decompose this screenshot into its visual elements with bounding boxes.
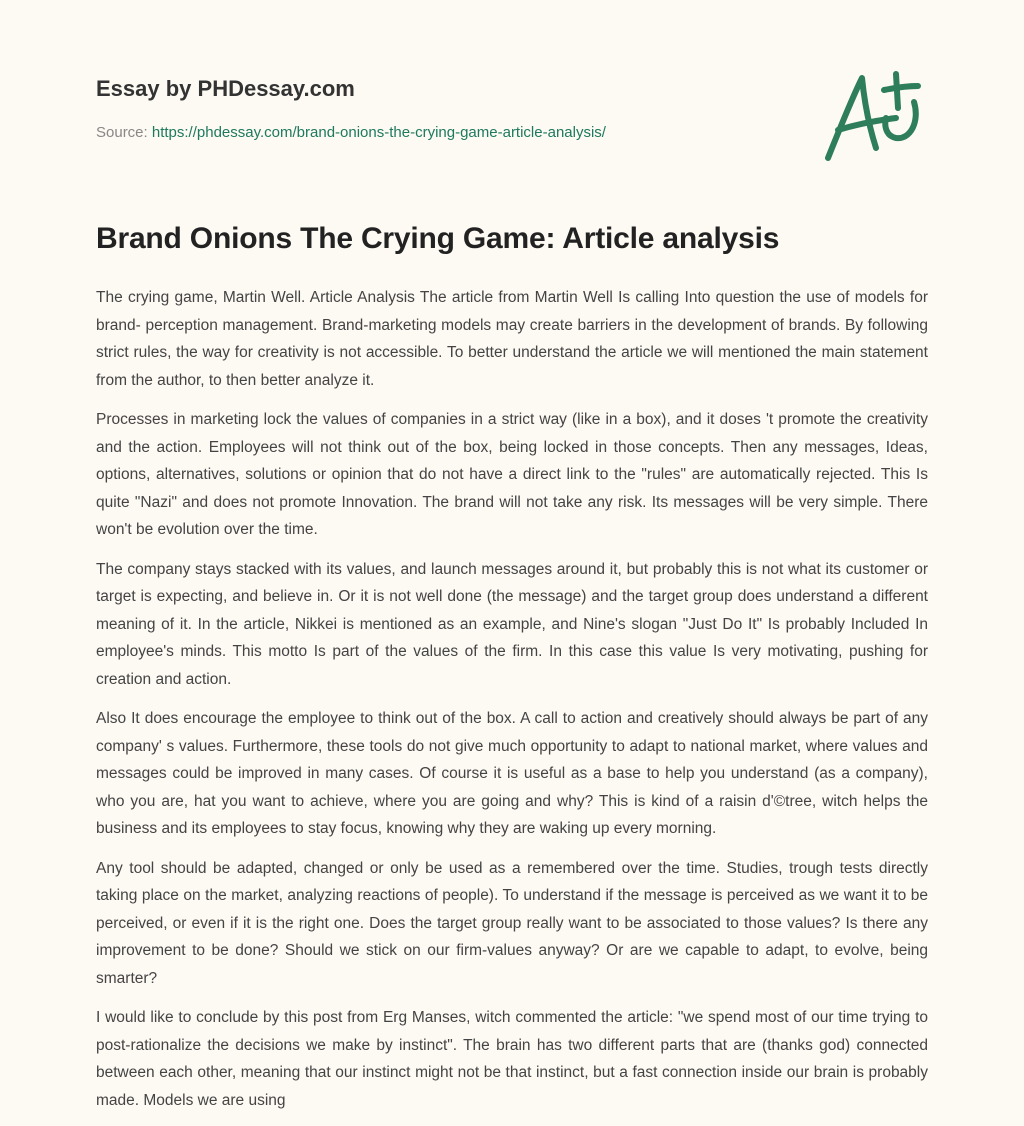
a-plus-logo-icon: [818, 68, 928, 168]
site-brand: Essay by PHDessay.com: [96, 76, 355, 101]
source-line: [96, 124, 606, 141]
source-label: Source:: [96, 124, 148, 141]
paragraph: Also It does encourage the employee to think out of the box. A call to action and creatively should always be part of any company' s values. Furthermore, these tools do not give much opportunity to adapt to national market, where values and messages could be improved in many cases. Of course it is useful as a base to help you understand (as a company), who you are, hat you want to achieve, where you are going and why? This is kind of a raisin d'©tree, witch helps the business and its employees to stay focus, knowing why they are waking up every morning.: [96, 710, 928, 837]
header: [0, 0, 1024, 190]
paragraph: The company stays stacked with its values, and launch messages around it, but probably this is not what its customer or target is expecting, and believe in. Or it is not well done (the message) and the target group does understand a different meaning of it. In the article, Nikkei is mentioned as an example, and Nine's slogan "Just Do It" Is probably Included In employee's minds. This motto Is part of the values of the firm. In this case this value Is very motivating, pushing for creation and action.: [96, 560, 928, 688]
paragraph: The crying game, Martin Well. Article Analysis The article from Martin Well Is calling Into question the use of models for brand- perception management. Brand-marketing models may create barriers in the development of brands. By following strict rules, the way for creativity is not accessible. To better understand the article we will mentioned the main statement from the author, to then better analyze it.: [96, 289, 928, 389]
article-title: Brand Onions The Crying Game: Article analysis: [96, 222, 780, 255]
paragraph: Any tool should be adapted, changed or only be used as a remembered over the time. Studies, trough tests directly taking place on the market, analyzing reactions of people). To understand if the message is perceived as we want it to be perceived, or even if it is the right one. Does the target group really want to be associated to those values? Is there any improvement to be done? Should we stick on our firm-values anyway? Or are we capable to adapt, to evolve, being smarter?: [96, 859, 928, 987]
source-link[interactable]: https://phdessay.com/brand-onions-the-crying-game-article-analysis/: [151, 124, 606, 141]
article-body: [96, 284, 928, 1126]
paragraph: Processes in marketing lock the values of companies in a strict way (like in a box), and it doses 't promote the creativity and the action. Employees will not think out of the box, being locked in those concepts. Then any messages, Ideas, options, alternatives, solutions or opinion that do not have a direct link to the "rules" are automatically rejected. This Is quite "Nazi" and does not promote Innovation. The brand will not take any risk. Its messages will be very simple. There won't be evolution over the time.: [96, 411, 928, 538]
paragraph: I would like to conclude by this post from Erg Manses, witch commented the article: "we spend most of our time trying to post-rationalize the decisions we make by instinct". The brain has two different parts that are (thanks god) connected between each other, meaning that our instinct might not be that instinct, but a fast connection inside our brain is probably made. Models we are using: [96, 1009, 928, 1109]
